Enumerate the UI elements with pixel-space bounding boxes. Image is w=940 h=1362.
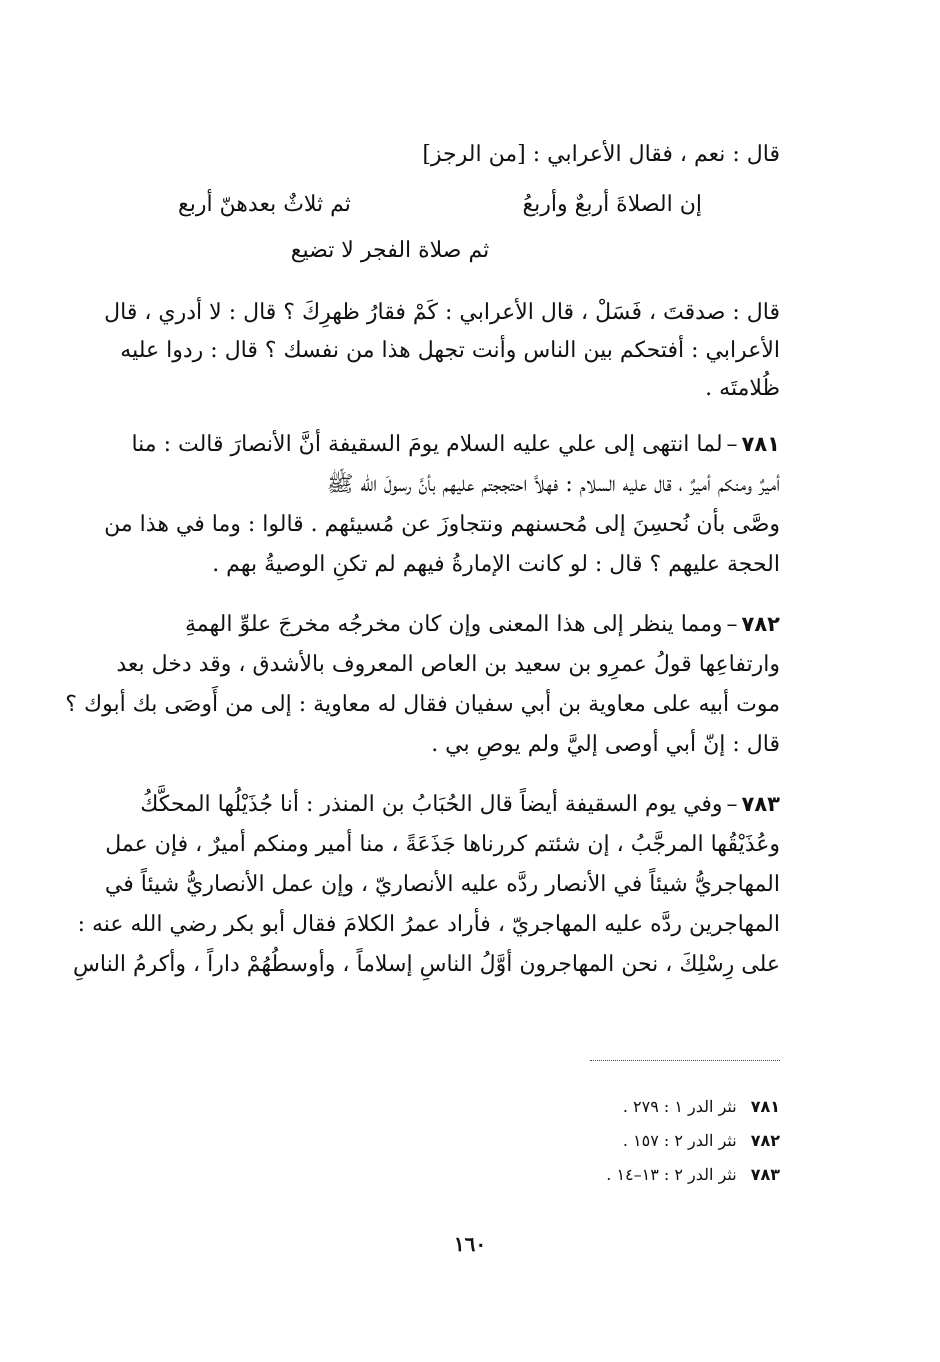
page-number: ١٦٠ [453, 1232, 487, 1256]
verse-hemistich-1: إن الصلاةَ أربعٌ وأربعُ [522, 192, 702, 217]
footnote-781 [480, 1090, 780, 1124]
entry-line: موت أبيه على معاوية بن أبي سفيان فقال له معاوية : إلى من أَوصَى بك أبوك ؟ [65, 692, 780, 717]
entry-text: وفي يوم السقيفة أيضاً قال الحُبَابُ بن المنذر : أنا جُذَيْلُها المحكَّكُ [140, 792, 723, 817]
entry-text: ومما ينظر إلى هذا المعنى وإن كان مخرجُه مخرجَ علوِّ الهمةِ [184, 612, 723, 637]
entry-number: ٧٨٣ [741, 792, 780, 816]
footnote-divider [590, 1060, 780, 1061]
footnote-text: نثر الدر ٢ : ١٥٧ . [622, 1131, 737, 1150]
entry-783 [73, 784, 780, 985]
entry-line: وصَّى بأن نُحسِنَ إلى مُحسنهم ونتجاوزَ عن مُسيئهم . قالوا : وما في هذا من [104, 512, 780, 537]
entry-line: على رِسْلِكَ ، نحن المهاجرون أوَّلُ الناسِ إسلاماً ، وأوسطُهُمْ داراً ، وأكرمُ الناسِ [73, 952, 780, 977]
entry-line: المهاجرين ردَّه عليه المهاجريّ ، فأراد عمرُ الكلامَ فقال أبو بكر رضي الله عنه : [77, 912, 780, 937]
entry-line: وعُذَيْقُها المرجَّبُ ، إن شئتم كررناها جَذَعَةً ، منا أمير ومنكم أميرٌ ، فإن عمل [105, 832, 780, 857]
paragraph-line: الأعرابي : أفتحكم بين الناس وأنت تجهل هذا من نفسك ؟ قال : ردوا عليه [120, 338, 780, 363]
entry-line: الحجة عليهم ؟ قال : لو كانت الإمارةُ فيهم لم تكنِ الوصيةُ بهم . [212, 552, 780, 577]
entry-line: قال : إنّ أبي أوصى إليَّ ولم يوصِ بي . [431, 732, 780, 757]
paragraph-after-verse [104, 294, 780, 408]
footnote-number: ٧٨٣ [750, 1165, 780, 1184]
verse-line-2 [110, 238, 780, 263]
footnote-text: نثر الدر ٢ : ١٣–١٤ . [606, 1165, 737, 1184]
entry-782 [65, 604, 780, 765]
entry-781 [104, 424, 780, 585]
verse-hemistich-2: ثم ثلاثٌ بعدهنّ أربع [178, 192, 351, 217]
paragraph-line: ظُلامتَه . [705, 376, 780, 401]
footnote-number: ٧٨١ [750, 1097, 780, 1116]
entry-number: ٧٨١ [741, 432, 780, 456]
entry-number: ٧٨٢ [741, 612, 780, 636]
entry-line: ٧٨٣–وفي يوم السقيفة أيضاً قال الحُبَابُ بن المنذر : أنا جُذَيْلُها المحكَّكُ [140, 792, 780, 817]
entry-line: أميرٌ ومنكم أميرٌ ، قال عليه السلام : فهلاَّ احتججتم عليهم بأنَّ رسولَ الله ﷺ [326, 472, 780, 497]
intro-line [110, 136, 780, 174]
footnote-783 [480, 1158, 780, 1192]
verse-line-2-text: ثم صلاة الفجر لا تضيع [290, 238, 490, 263]
entry-line: ٧٨١–لما انتهى إلى علي عليه السلام يومَ السقيفة أنَّ الأنصارَ قالت : منا [131, 432, 780, 457]
entry-line: المهاجريُّ شيئاً في الأنصار ردَّه عليه الأنصاريّ ، وإن عمل الأنصاريُّ شيئاً في [104, 872, 780, 897]
paragraph-line: قال : صدقتَ ، فَسَلْ ، قال الأعرابي : كَمْ فقارُ ظهرِكَ ؟ قال : لا أدري ، قال [104, 300, 780, 325]
footnote-782 [480, 1124, 780, 1158]
entry-line: ٧٨٢–ومما ينظر إلى هذا المعنى وإن كان مخرجُه مخرجَ علوِّ الهمةِ [184, 612, 780, 637]
entry-line: وارتفاعِها قولُ عمرِو بن سعيد بن العاص المعروف بالأشدق ، وقد دخل بعد [116, 652, 780, 677]
intro-text: قال : نعم ، فقال الأعرابي : [من الرجز] [422, 142, 780, 167]
entry-text: لما انتهى إلى علي عليه السلام يومَ السقيفة أنَّ الأنصارَ قالت : منا [131, 432, 723, 457]
footnote-number: ٧٨٢ [750, 1131, 780, 1150]
footnote-text: نثر الدر ١ : ٢٧٩ . [622, 1097, 737, 1116]
verse-line-1 [110, 192, 780, 232]
footnotes [480, 1090, 780, 1192]
